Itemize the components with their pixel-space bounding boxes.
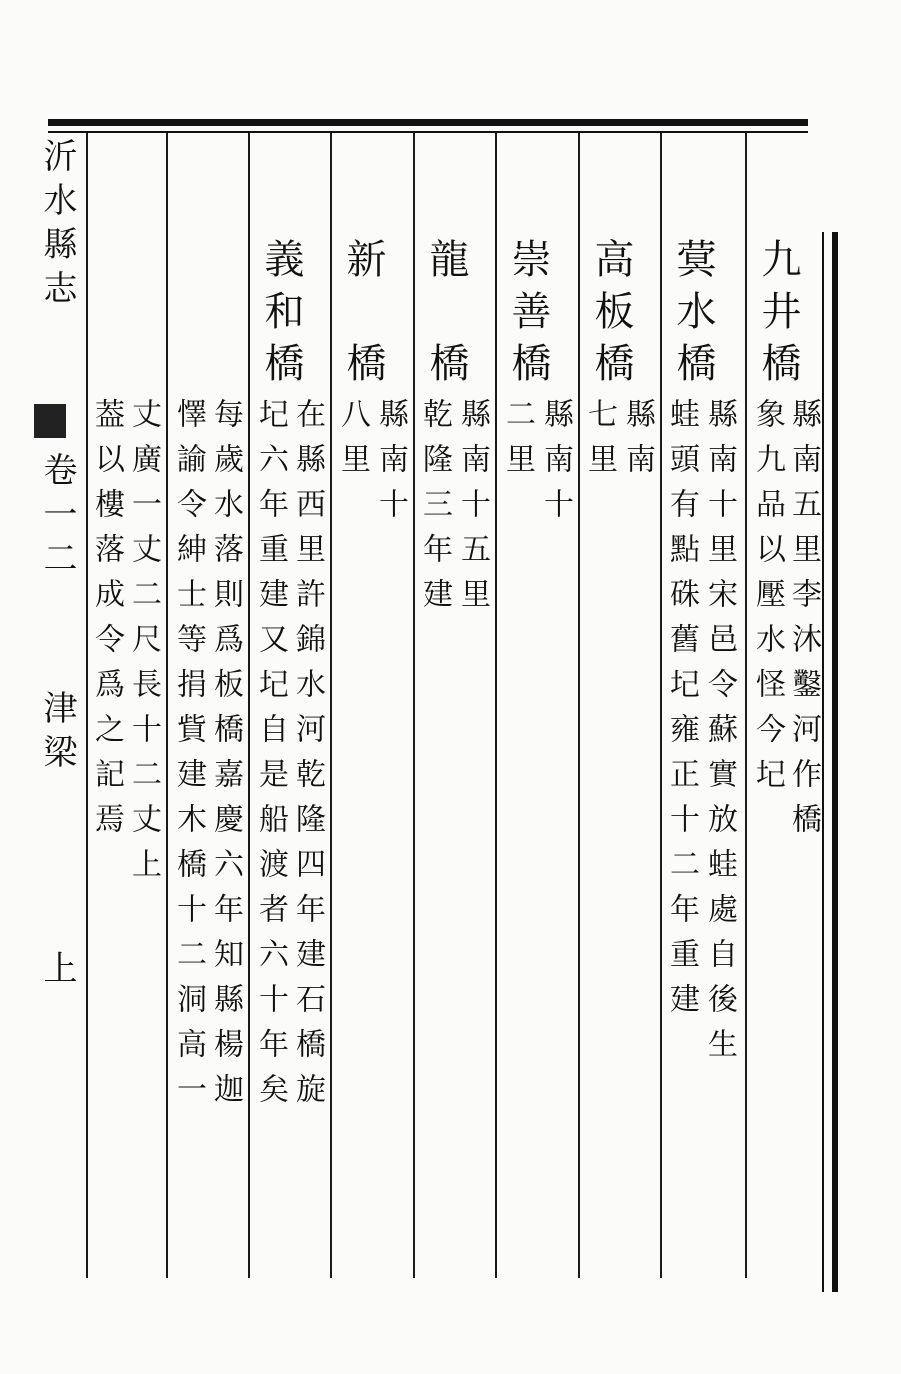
right-border-thin <box>822 232 824 1292</box>
entry-note: 每歲水落則爲板橋嘉慶六年知縣楊迦 <box>208 398 243 1118</box>
entry-heading: 崇善橋 <box>505 238 551 394</box>
entry-note: 懌諭令紳士等捐貲建木橋十二洞高一 <box>171 398 206 1118</box>
section-label: 津梁 <box>37 690 77 778</box>
column-divider <box>495 133 497 1278</box>
column-divider <box>166 133 168 1278</box>
entry-heading: 新 橋 <box>340 238 386 394</box>
page-number: 上 <box>37 950 77 994</box>
column-divider <box>86 133 88 1278</box>
column-divider <box>660 133 662 1278</box>
entry-note: 二里 <box>500 398 535 488</box>
entry-heading: 龍 橋 <box>423 238 469 394</box>
entry-note: 縣南十五里 <box>455 398 490 623</box>
entry-note: 象九品以壓水怪今圮 <box>750 398 785 803</box>
entry-note: 縣南十 <box>538 398 573 533</box>
entry-heading: 義和橋 <box>258 238 304 394</box>
entry-note: 葢以樓落成令爲之記焉 <box>89 398 124 848</box>
volume-label: 卷一二 <box>37 452 77 584</box>
entry-heading: 高板橋 <box>588 238 634 394</box>
entry-heading: 九井橋 <box>755 238 801 394</box>
book-title: 沂水縣志 <box>37 138 77 314</box>
entry-note: 丈廣一丈二尺長十二丈上 <box>126 398 161 893</box>
column-divider <box>248 133 250 1278</box>
right-border-thick <box>832 232 838 1292</box>
fishtail-mark <box>34 404 66 438</box>
column-divider <box>745 133 747 1278</box>
entry-note: 在縣西里許錦水河乾隆四年建石橋旋 <box>290 398 325 1118</box>
top-border-thick <box>48 119 808 126</box>
entry-note: 圮六年重建又圮自是船渡者六十年矣 <box>253 398 288 1118</box>
entry-note: 縣南十 <box>373 398 408 533</box>
entry-note: 八里 <box>335 398 370 488</box>
column-divider <box>578 133 580 1278</box>
entry-note: 縣南 <box>620 398 655 488</box>
entry-note: 縣南十里宋邑令蘇實放蛙處自後生 <box>702 398 737 1073</box>
entry-heading: 蓂水橋 <box>670 238 716 394</box>
column-divider <box>330 133 332 1278</box>
column-divider <box>413 133 415 1278</box>
entry-note: 乾隆三年建 <box>417 398 452 623</box>
entry-note: 縣南五里李沐鑿河作橋 <box>786 398 821 848</box>
top-border-thin <box>48 131 808 133</box>
entry-note: 蛙頭有點硃舊圮雍正十二年重建 <box>664 398 699 1028</box>
entry-note: 七里 <box>582 398 617 488</box>
